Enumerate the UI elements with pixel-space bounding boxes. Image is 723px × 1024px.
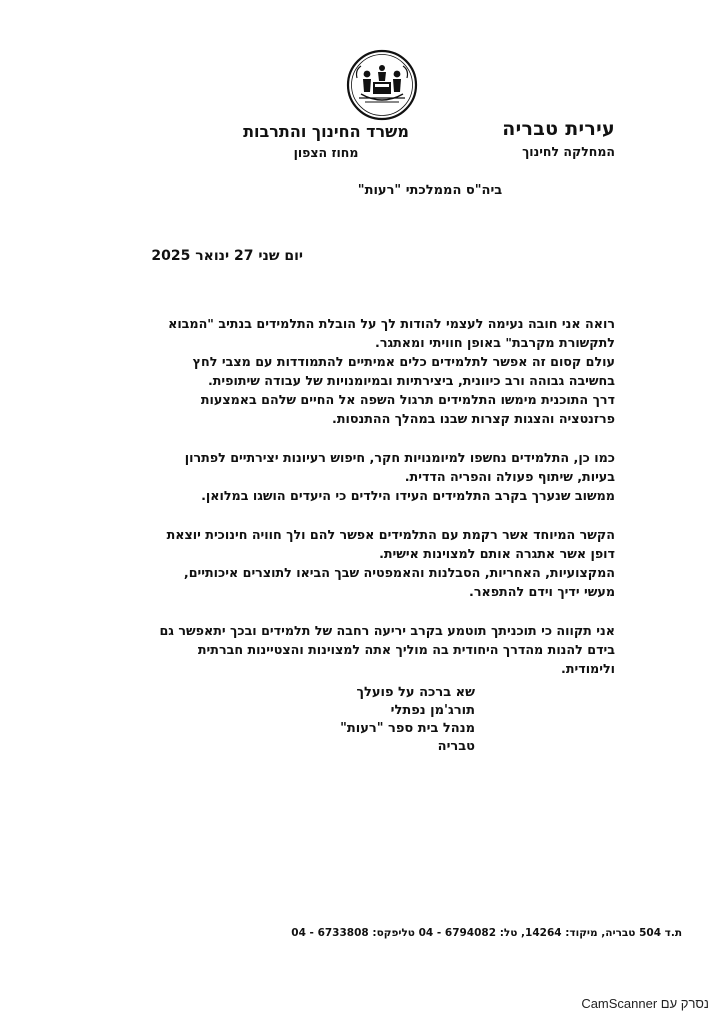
body-line: הקשר המיוחד אשר רקמת עם התלמידים אפשר להם ולך חוויה חינוכית יוצאת (166, 527, 615, 542)
paragraph (135, 448, 615, 505)
letter-date: יום שני 27 ינואר 2025 (151, 248, 303, 264)
department-name: המחלקה לחינוך (522, 144, 615, 159)
ministry-header (226, 122, 426, 160)
closing-line: שא ברכה על פועלך (356, 685, 475, 700)
municipality-header (395, 118, 615, 159)
paragraph (135, 621, 615, 678)
municipality-name: עירית טבריה (502, 118, 615, 140)
signer-title: מנהל בית ספר "רעות" (340, 721, 475, 736)
city-emblem-icon (345, 48, 419, 122)
paragraph (135, 314, 615, 428)
body-line: דרך התוכנית מימשו התלמידים תרגול השפה אל החיים שלהם באמצעות (200, 392, 615, 407)
ministry-name: משרד החינוך והתרבות (243, 122, 409, 141)
body-line: עולם קסום זה אפשר לתלמידים כלים אמיתיים להתמודדות עם מצבי לחץ (192, 354, 615, 369)
body-line: בעיות, שיתוף פעולה והפריה הדדית. (404, 469, 615, 484)
body-line: דופן אשר אתגרה אותם למצוינות אישית. (379, 546, 615, 561)
paragraph (135, 525, 615, 601)
body-line: אני תקווה כי תוכניתך תוטמע בקרב יריעה רחבה של תלמידים ובכך יתאפשר גם (159, 623, 615, 638)
footer-contact: ת.ד 504 טבריה, מיקוד: 14264, טל: 6794082 - 04 טליפקס: 6733808 - 04 (291, 927, 682, 939)
body-line: ולימודית. (561, 661, 615, 676)
body-line: פרזנטציה והצגות קצרות שבנו במהלך ההתנסות. (332, 411, 615, 426)
body-line: ממשוב שנערך בקרב התלמידים העידו הילדים כי היעדים הושגו במלואן. (201, 488, 615, 503)
body-line: לתקשורת מקרבת" באופן חוויתי ומאתגר. (375, 335, 615, 350)
body-line: רואה אני חובה נעימה לעצמי להודות לך על הובלת התלמידים בנתיב "המבוא (168, 316, 615, 331)
camscanner-watermark: נסרק עם CamScanner (581, 996, 709, 1011)
body-line: מעשי ידיך וידם להתפאר. (469, 584, 615, 599)
letter-body (135, 314, 615, 678)
district-name: מחוז הצפון (293, 145, 359, 160)
body-line: המקצועיות, האחריות, הסבלנות והאמפטיה שבך הביאו לתוצרים איכותיים, (183, 565, 615, 580)
body-line: בחשיבה גבוהה ורב כיוונית, ביצירתיות ובמיומנויות של עבודה שיתופית. (207, 373, 615, 388)
signer-city: טבריה (437, 739, 475, 754)
school-name: ביה"ס הממלכתי "רעות" (357, 183, 503, 198)
signature-block (255, 684, 475, 756)
body-line: כמו כן, התלמידים נחשפו למיומנויות חקר, חיפוש רעיונות יצירתיים לפתרון (184, 450, 615, 465)
body-line: בידם להנות מהדרך היחודית בה מוליך אתה למצוינות והצטיינות חברתית (197, 642, 615, 657)
signer-name: תורג'מן נפתלי (390, 703, 475, 718)
